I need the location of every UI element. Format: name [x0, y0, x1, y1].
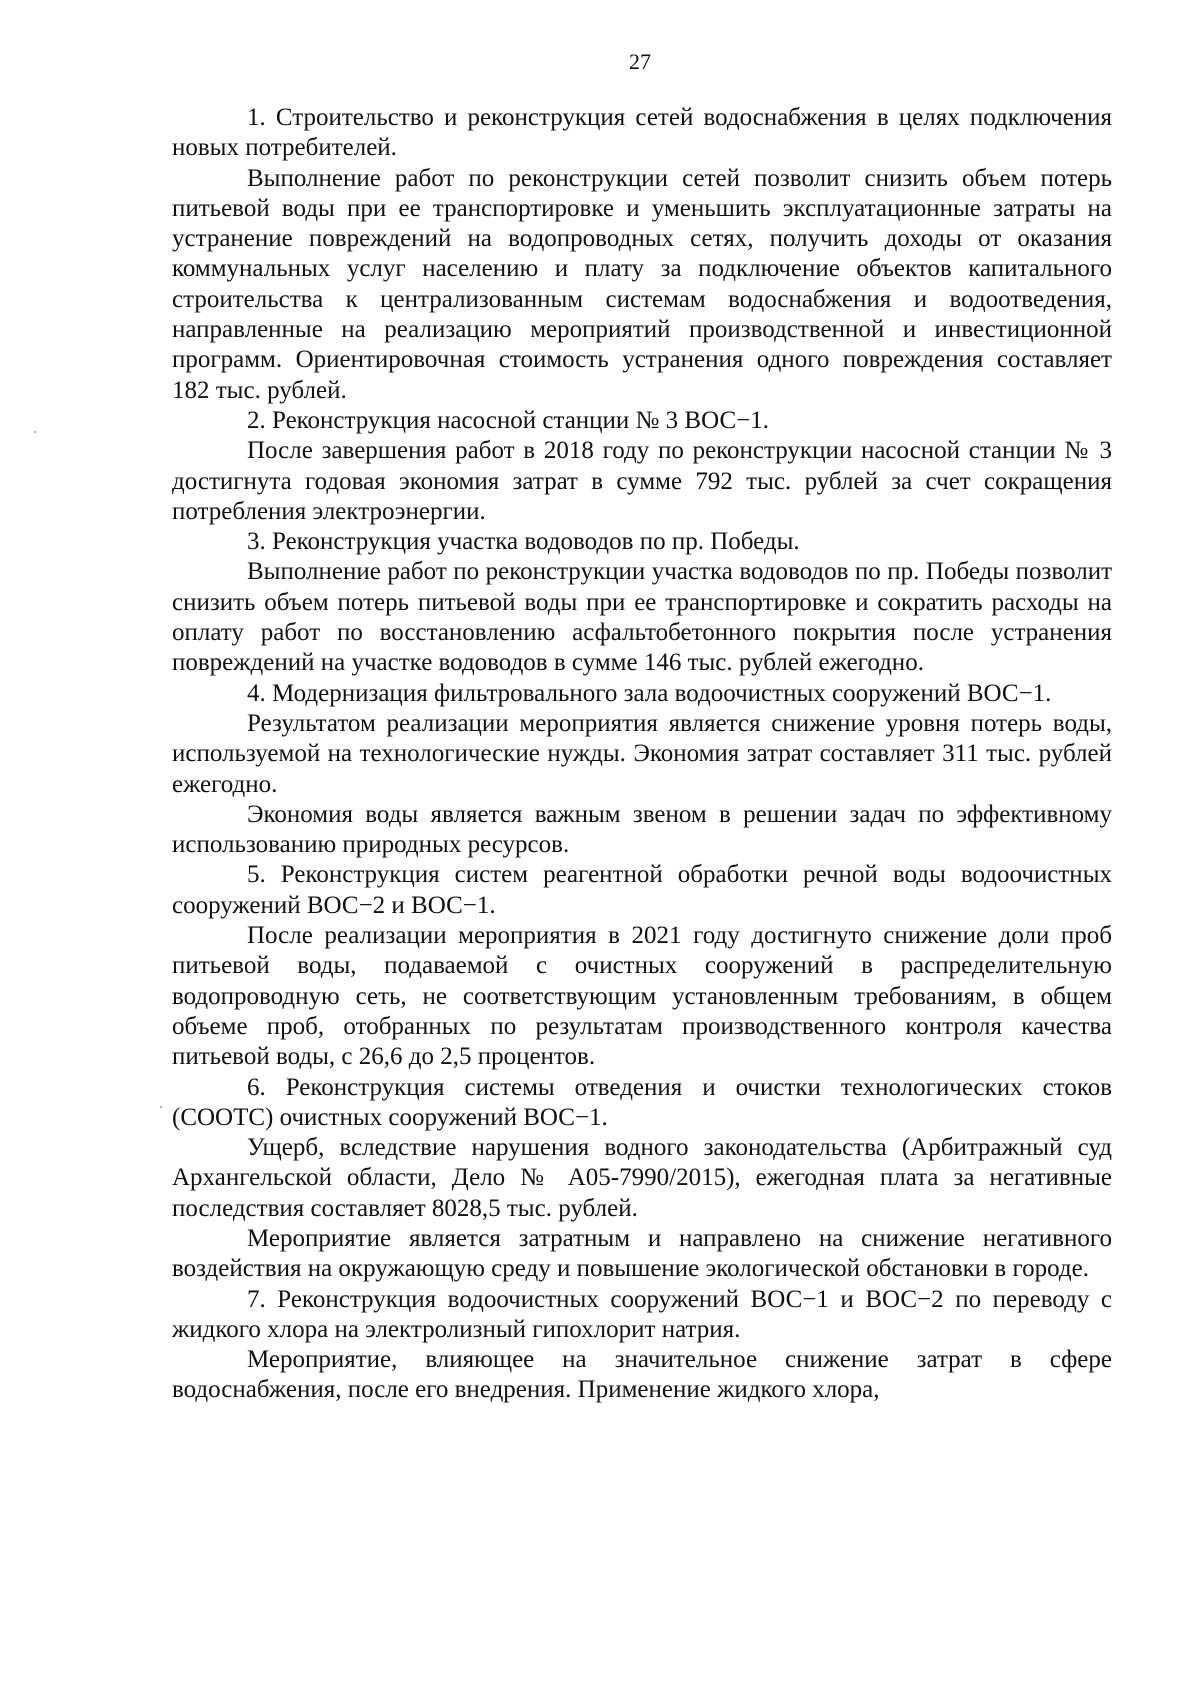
paragraph-item-5-description: После реализации мероприятия в 2021 году достигнуто снижение доли проб питьевой воды, подаваемой с очистных сооружений в распределительную водопроводную сеть, не соответствующим установленным требованиям, в общем объеме проб, отобранных по результатам производственного контроля качества питьевой воды, с 26,6 до 2,5 процентов. — [172, 922, 1112, 1071]
list-item-6-heading: 6. Реконструкция системы отведения и очистки технологических стоков (СООТС) очистных сооружений ВОС−1. — [172, 1073, 1112, 1131]
paragraph-item-6-measure: Мероприятие является затратным и направлено на снижение негативного воздействия на окружающую среду и повышение экологической обстановки в городе. — [172, 1224, 1112, 1283]
paragraph-item-6-damage: Ущерб, вследствие нарушения водного законодательства (Арбитражный суд Архангельской области, Дело № А05-7990/2015), ежегодная плата за негативные последствия составляет 8028,5 тыс. рублей. — [172, 1134, 1112, 1222]
paragraph-item-2-description: После завершения работ в 2018 году по реконструкции насосной станции № 3 достигнута годовая экономия затрат в сумме 792 тыс. рублей за счет сокращения потребления электроэнергии. — [172, 437, 1112, 525]
page-number: 27 — [629, 49, 651, 74]
scan-speck — [34, 431, 36, 433]
paragraph-item-3-description: Выполнение работ по реконструкции участка водоводов по пр. Победы позволит снизить объем потерь питьевой воды при ее транспортировке и сократить расходы на оплату работ по восстановлению асфальтобетонного покрытия после устранения повреждений на участке водоводов в сумме 146 тыс. рублей ежегодно. — [172, 558, 1112, 677]
list-item-2-heading: 2. Реконструкция насосной станции № 3 ВОС−1. — [247, 406, 769, 434]
scan-speck — [160, 1106, 162, 1108]
list-item-1-heading: 1. Строительство и реконструкция сетей водоснабжения в целях подключения новых потребителей. — [172, 104, 1112, 162]
list-item-5-heading: 5. Реконструкция систем реагентной обработки речной воды водоочистных сооружений ВОС−2 и ВОС−1. — [172, 861, 1112, 919]
paragraph-item-4-savings: Экономия воды является важным звеном в решении задач по эффективному использованию природных ресурсов. — [172, 800, 1112, 859]
paragraph-item-7-description: Мероприятие, влияющее на значительное снижение затрат в сфере водоснабжения, после его внедрения. Применение жидкого хлора, — [172, 1346, 1112, 1404]
list-item-3-heading: 3. Реконструкция участка водоводов по пр. Победы. — [247, 528, 800, 556]
paragraph-item-4-result: Результатом реализации мероприятия является снижение уровня потерь воды, используемой на технологические нужды. Экономия затрат составляет 311 тыс. рублей ежегодно. — [172, 709, 1112, 798]
list-item-4-heading: 4. Модернизация фильтровального зала водоочистных сооружений ВОС−1. — [247, 679, 1052, 707]
document-body — [172, 103, 1112, 1406]
list-item-7-heading: 7. Реконструкция водоочистных сооружений ВОС−1 и ВОС−2 по переводу с жидкого хлора на электролизный гипохлорит натрия. — [172, 1285, 1112, 1343]
paragraph-item-1-description: Выполнение работ по реконструкции сетей позволит снизить объем потерь питьевой воды при ее транспортировке и уменьшить эксплуатационные затраты на устранение повреждений на водопроводных сетях, получить доходы от оказания коммунальных услуг населению и плату за подключение объектов капитального строительства к централизованным системам водоснабжения и водоотведения, направленные на реализацию мероприятий производственной и инвестиционной программ. Ориентировочная стоимость устранения одного повреждения составляет 182 тыс. рублей. — [172, 164, 1112, 404]
